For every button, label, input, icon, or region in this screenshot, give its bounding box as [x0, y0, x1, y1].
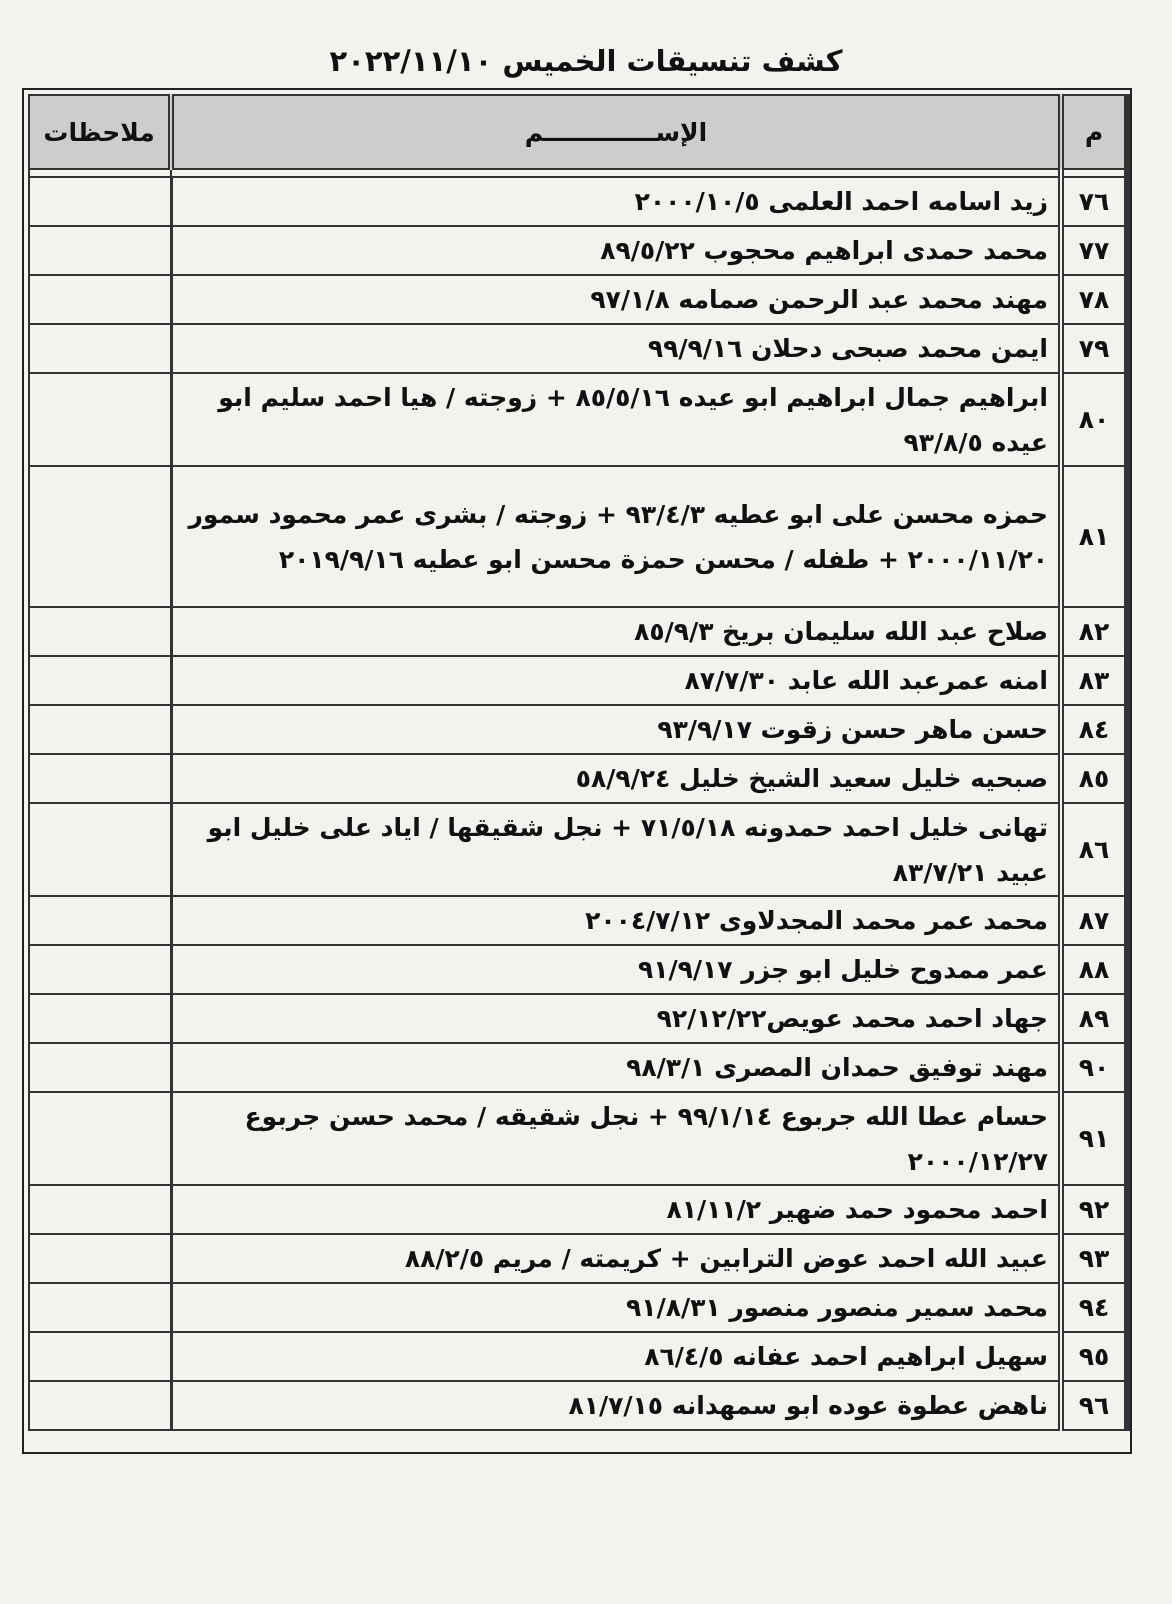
row-number: ٨٦: [1061, 803, 1127, 896]
row-number: ٧٦: [1061, 177, 1127, 226]
table-row: [29, 1043, 1127, 1092]
row-number: ٧٩: [1061, 324, 1127, 373]
row-notes: [29, 1381, 171, 1430]
table-row: [29, 275, 1127, 324]
row-name: محمد عمر محمد المجدلاوى ٢٠٠٤/٧/١٢: [171, 896, 1061, 945]
row-number: ٨٩: [1061, 994, 1127, 1043]
row-name: زيد اسامه احمد العلمى ٢٠٠٠/١٠/٥: [171, 177, 1061, 226]
row-notes: [29, 945, 171, 994]
row-number: ٨٤: [1061, 705, 1127, 754]
row-notes: [29, 1092, 171, 1185]
row-name: عبيد الله احمد عوض الترابين + كريمته / مريم ٨٨/٢/٥: [171, 1234, 1061, 1283]
row-number: ٨٢: [1061, 607, 1127, 656]
table-row: [29, 994, 1127, 1043]
row-name: ابراهيم جمال ابراهيم ابو عيده ٨٥/٥/١٦ + زوجته / هيا احمد سليم ابو عيده ٩٣/٨/٥: [171, 373, 1061, 466]
row-name: حسام عطا الله جربوع ٩٩/١/١٤ + نجل شقيقه / محمد حسن جربوع ٢٠٠٠/١٢/٢٧: [171, 1092, 1061, 1185]
table-header: [29, 95, 1127, 169]
table-row: [29, 656, 1127, 705]
row-notes: [29, 1283, 171, 1332]
row-number: ٨١: [1061, 466, 1127, 607]
table-body: [29, 169, 1127, 1430]
row-name: حسن ماهر حسن زقوت ٩٣/٩/١٧: [171, 705, 1061, 754]
row-number: ٨٥: [1061, 754, 1127, 803]
table-row: [29, 1185, 1127, 1234]
row-name: امنه عمرعبد الله عابد ٨٧/٧/٣٠: [171, 656, 1061, 705]
row-notes: [29, 994, 171, 1043]
header-gap-row: [29, 169, 1127, 177]
table-row: [29, 1092, 1127, 1185]
row-notes: [29, 466, 171, 607]
row-name: ايمن محمد صبحى دحلان ٩٩/٩/١٦: [171, 324, 1061, 373]
row-number: ٩٣: [1061, 1234, 1127, 1283]
header-name: الإســـــــــــــم: [171, 95, 1061, 169]
table-row: [29, 896, 1127, 945]
row-number: ٩١: [1061, 1092, 1127, 1185]
table-row: [29, 466, 1127, 607]
table-row: [29, 1381, 1127, 1430]
row-name: عمر ممدوح خليل ابو جزر ٩١/٩/١٧: [171, 945, 1061, 994]
row-number: ٩٦: [1061, 1381, 1127, 1430]
row-number: ٩٢: [1061, 1185, 1127, 1234]
table-row: [29, 1283, 1127, 1332]
row-name: صلاح عبد الله سليمان بريخ ٨٥/٩/٣: [171, 607, 1061, 656]
row-notes: [29, 373, 171, 466]
row-number: ٩٥: [1061, 1332, 1127, 1381]
row-notes: [29, 226, 171, 275]
row-name: جهاد احمد محمد عويص٩٢/١٢/٢٢: [171, 994, 1061, 1043]
row-number: ٨٨: [1061, 945, 1127, 994]
row-number: ٩٠: [1061, 1043, 1127, 1092]
row-notes: [29, 705, 171, 754]
row-notes: [29, 177, 171, 226]
row-name: صبحيه خليل سعيد الشيخ خليل ٥٨/٩/٢٤: [171, 754, 1061, 803]
coordination-table: [28, 94, 1130, 1431]
table-row: [29, 373, 1127, 466]
table-row: [29, 324, 1127, 373]
row-number: ٨٣: [1061, 656, 1127, 705]
row-name: محمد حمدى ابراهيم محجوب ٨٩/٥/٢٢: [171, 226, 1061, 275]
row-notes: [29, 1234, 171, 1283]
row-notes: [29, 324, 171, 373]
row-notes: [29, 803, 171, 896]
row-notes: [29, 275, 171, 324]
table-row: [29, 754, 1127, 803]
row-notes: [29, 1332, 171, 1381]
row-name: حمزه محسن على ابو عطيه ٩٣/٤/٣ + زوجته / بشرى عمر محمود سمور ٢٠٠٠/١١/٢٠ + طفله / محسن حمزة محسن ابو عطيه ٢٠١٩/٩/١٦: [171, 466, 1061, 607]
row-notes: [29, 656, 171, 705]
row-notes: [29, 1185, 171, 1234]
table-row: [29, 803, 1127, 896]
row-number: ٧٨: [1061, 275, 1127, 324]
row-name: مهند محمد عبد الرحمن صمامه ٩٧/١/٨: [171, 275, 1061, 324]
page-title: كشف تنسيقات الخميس ٢٠٢٢/١١/١٠: [329, 44, 843, 78]
table-row: [29, 226, 1127, 275]
header-number: م: [1061, 95, 1127, 169]
table-row: [29, 945, 1127, 994]
row-notes: [29, 896, 171, 945]
row-name: محمد سمير منصور منصور ٩١/٨/٣١: [171, 1283, 1061, 1332]
table-row: [29, 607, 1127, 656]
row-number: ٧٧: [1061, 226, 1127, 275]
row-name: ناهض عطوة عوده ابو سمهدانه ٨١/٧/١٥: [171, 1381, 1061, 1430]
row-number: ٩٤: [1061, 1283, 1127, 1332]
row-name: تهانى خليل احمد حمدونه ٧١/٥/١٨ + نجل شقيقها / اياد على خليل ابو عبيد ٨٣/٧/٢١: [171, 803, 1061, 896]
row-number: ٨٧: [1061, 896, 1127, 945]
row-notes: [29, 1043, 171, 1092]
row-name: مهند توفيق حمدان المصرى ٩٨/٣/١: [171, 1043, 1061, 1092]
table-row: [29, 177, 1127, 226]
header-notes: ملاحظات: [29, 95, 171, 169]
row-notes: [29, 607, 171, 656]
table-row: [29, 1332, 1127, 1381]
row-name: سهيل ابراهيم احمد عفانه ٨٦/٤/٥: [171, 1332, 1061, 1381]
table-row: [29, 705, 1127, 754]
row-notes: [29, 754, 171, 803]
row-name: احمد محمود حمد ضهير ٨١/١١/٢: [171, 1185, 1061, 1234]
table-row: [29, 1234, 1127, 1283]
row-number: ٨٠: [1061, 373, 1127, 466]
